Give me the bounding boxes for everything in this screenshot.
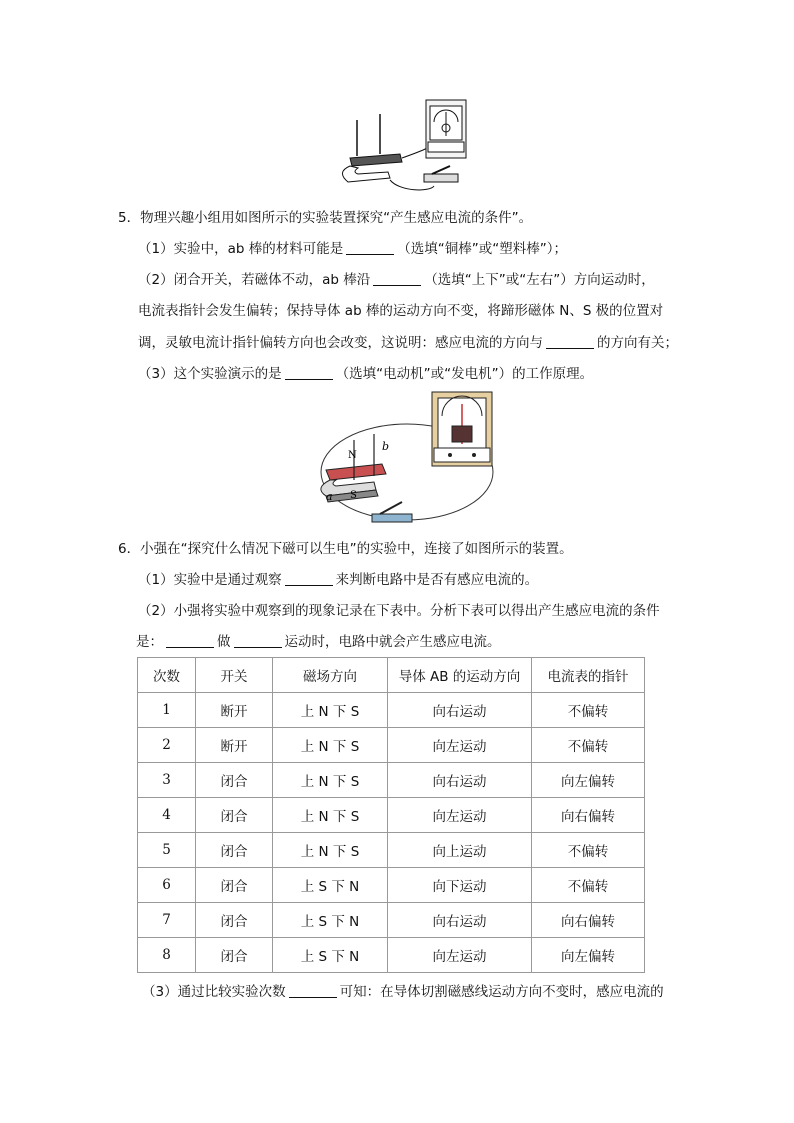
answer-blank[interactable] [285,572,333,586]
q6-part2-cont: 是： 做 运动时，电路中就会产生感应电流。 [136,634,501,650]
point-a-label: a [326,490,333,503]
table-cell: 向右运动 [388,903,532,938]
table-header-row [138,658,645,693]
table-row [138,693,645,728]
q6-part1: （1）实验中是通过观察 来判断电路中是否有感应电流的。 [138,572,539,588]
point-b-label: b [382,440,390,453]
header-cell: 开关 [196,658,273,693]
table-cell: 向左运动 [388,938,532,973]
answer-blank[interactable] [373,272,421,286]
table-cell: 向左运动 [388,798,532,833]
table-cell: 不偏转 [532,868,645,903]
answer-blank[interactable] [234,634,282,648]
table-cell: 闭合 [196,868,273,903]
table-cell: 上 N 下 S [273,693,388,728]
q5-part3: （3）这个实验演示的是 （选填“电动机”或“发电机”）的工作原理。 [138,366,594,382]
answer-blank[interactable] [346,241,394,255]
table-cell: 4 [138,798,196,833]
experiment-table [137,657,645,973]
header-cell: 导体 AB 的运动方向 [388,658,532,693]
table-cell: 向左偏转 [532,763,645,798]
table-cell: 向上运动 [388,833,532,868]
table-row [138,763,645,798]
q6-part2: （2）小强将实验中观察到的现象记录在下表中。分析下表可以得出产生感应电流的条件 [138,603,660,619]
table-cell: 6 [138,868,196,903]
table-cell: 闭合 [196,903,273,938]
table-cell: 1 [138,693,196,728]
table-cell: 不偏转 [532,833,645,868]
table-row [138,728,645,763]
pole-s-label: S [350,490,357,501]
table-cell: 闭合 [196,938,273,973]
table-cell: 向右运动 [388,763,532,798]
table-cell: 向左偏转 [532,938,645,973]
table-row [138,903,645,938]
answer-blank[interactable] [166,634,214,648]
table-cell: 8 [138,938,196,973]
table-cell: 向右偏转 [532,798,645,833]
answer-blank[interactable] [546,335,594,349]
q5-part2-cont2: 调，灵敏电流计指针偏转方向也会改变，这说明：感应电流的方向与 的方向有关； [138,335,678,351]
table-cell: 不偏转 [532,728,645,763]
table-cell: 闭合 [196,763,273,798]
table-cell: 闭合 [196,798,273,833]
pole-n-label: N [348,450,357,461]
table-cell: 上 N 下 S [273,763,388,798]
table-cell: 上 S 下 N [273,868,388,903]
table-cell: 上 N 下 S [273,728,388,763]
table-cell: 断开 [196,728,273,763]
table-cell: 5 [138,833,196,868]
q5-part2: （2）闭合开关，若磁体不动，ab 棒沿 （选填“上下”或“左右”）方向运动时， [138,272,655,288]
table-cell: 上 S 下 N [273,938,388,973]
table-cell: 向下运动 [388,868,532,903]
table-row [138,798,645,833]
table-row [138,938,645,973]
table-cell: 闭合 [196,833,273,868]
table-row [138,833,645,868]
q6-part3: （3）通过比较实验次数 可知：在导体切割磁感线运动方向不变时，感应电流的 [142,984,664,1000]
apparatus-figure-top [330,96,470,196]
table-cell: 上 S 下 N [273,903,388,938]
apparatus-figure [312,390,502,530]
header-cell: 电流表的指针 [532,658,645,693]
table-cell: 7 [138,903,196,938]
table-cell: 2 [138,728,196,763]
table-cell: 向左运动 [388,728,532,763]
table-cell: 向右偏转 [532,903,645,938]
q5-part1: （1）实验中，ab 棒的材料可能是 （选填“铜棒”或“塑料棒”）； [138,241,567,257]
answer-blank[interactable] [285,366,333,380]
header-cell: 磁场方向 [273,658,388,693]
table-cell: 向右运动 [388,693,532,728]
answer-blank[interactable] [289,984,337,998]
q6-stem: 6．小强在“探究什么情况下磁可以生电”的实验中，连接了如图所示的装置。 [118,541,573,557]
table-cell: 上 N 下 S [273,833,388,868]
table-row [138,868,645,903]
table-cell: 不偏转 [532,693,645,728]
table-cell: 断开 [196,693,273,728]
q5-stem: 5．物理兴趣小组用如图所示的实验装置探究“产生感应电流的条件”。 [118,210,533,226]
table-cell: 上 N 下 S [273,798,388,833]
table-cell: 3 [138,763,196,798]
header-cell: 次数 [138,658,196,693]
q5-part2-cont1: 电流表指针会发生偏转；保持导体 ab 棒的运动方向不变，将蹄形磁体 N、S 极的位置对 [138,303,664,319]
